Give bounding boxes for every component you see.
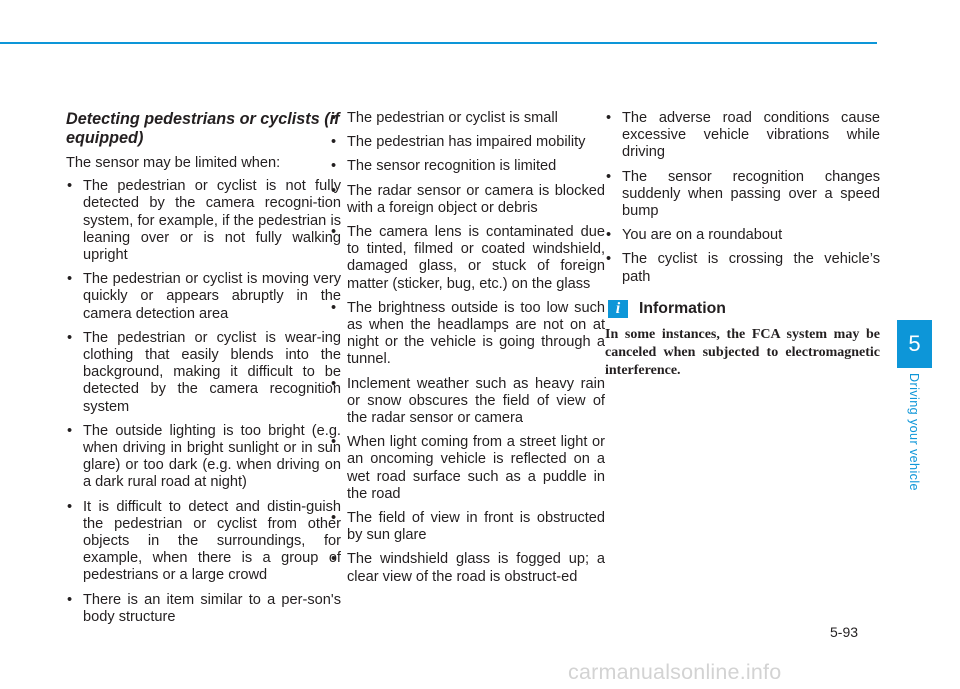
information-icon: i (608, 300, 628, 318)
column-left (66, 110, 341, 633)
list-item: • When light coming from a street light or an oncoming vehicle is reflected on a wet road surface such as a puddle in the road (330, 434, 605, 503)
list-item: • The pedestrian has impaired mobility (330, 134, 605, 151)
section-heading: Detecting pedestrians or cyclists (if equipped) (66, 110, 340, 147)
list-item: • The pedestrian or cyclist is moving very quickly or appears abruptly in the camera detection area (66, 271, 341, 323)
list-item: • The pedestrian or cyclist is wear-ing clothing that easily blends into the background, making it difficult to be detected by the camera recognition system (66, 330, 341, 416)
page-number: 5-93 (830, 624, 859, 640)
list-item: • The adverse road conditions cause excessive vehicle vibrations while driving (605, 110, 880, 162)
list-item: • The windshield glass is fogged up; a clear view of the road is obstruct-ed (330, 551, 605, 585)
information-header (605, 300, 880, 318)
chapter-tab: 5 (897, 320, 932, 368)
section-intro: The sensor may be limited when: (66, 155, 281, 171)
list-item: • The radar sensor or camera is blocked with a foreign object or debris (330, 183, 605, 217)
list-item: • The camera lens is contaminated due to tinted, filmed or coated windshield, damaged glass, or stuck of foreign matter (sticker, bug, etc.) on the glass (330, 224, 605, 293)
watermark: carmanualsonline.info (568, 660, 782, 684)
column-middle (330, 110, 605, 593)
list-item: • Inclement weather such as heavy rain or snow obscures the field of view of the radar sensor or camera (330, 376, 605, 428)
list-item: • The pedestrian or cyclist is small (330, 110, 605, 127)
list-item: • There is an item similar to a per-son's body structure (66, 592, 341, 626)
limitations-list-right (605, 110, 880, 286)
list-item: • The outside lighting is too bright (e.g. when driving in bright sunlight or in sun glare) or too dark (e.g. when driving on a dark rural road at night) (66, 423, 341, 492)
list-item: • It is difficult to detect and distin-guish the pedestrian or cyclist from other objects in the surroundings, for example, when there is a group of pedestrians or a large crowd (66, 499, 341, 585)
chapter-title: Driving your vehicle (907, 373, 921, 491)
list-item: • The sensor recognition changes suddenly when passing over a speed bump (605, 169, 880, 221)
list-item: • The field of view in front is obstructed by sun glare (330, 510, 605, 544)
list-item: • The brightness outside is too low such as when the headlamps are not on at night or the vehicle is going through a tunnel. (330, 300, 605, 369)
list-item: • The sensor recognition is limited (330, 158, 605, 175)
list-item: • The pedestrian or cyclist is not fully detected by the camera recogni-tion system, for example, if the pedestrian is leaning over or is not fully walking upright (66, 178, 341, 264)
information-text: In some instances, the FCA system may be canceled when subjected to electromagnetic interference. (605, 326, 880, 378)
limitations-list-left (66, 178, 341, 626)
list-item: • You are on a roundabout (605, 227, 880, 244)
list-item: • The cyclist is crossing the vehicle’s path (605, 251, 880, 285)
header-rule (0, 42, 877, 44)
column-right (605, 110, 880, 380)
limitations-list-middle (330, 110, 605, 586)
information-title: Information (639, 300, 726, 318)
